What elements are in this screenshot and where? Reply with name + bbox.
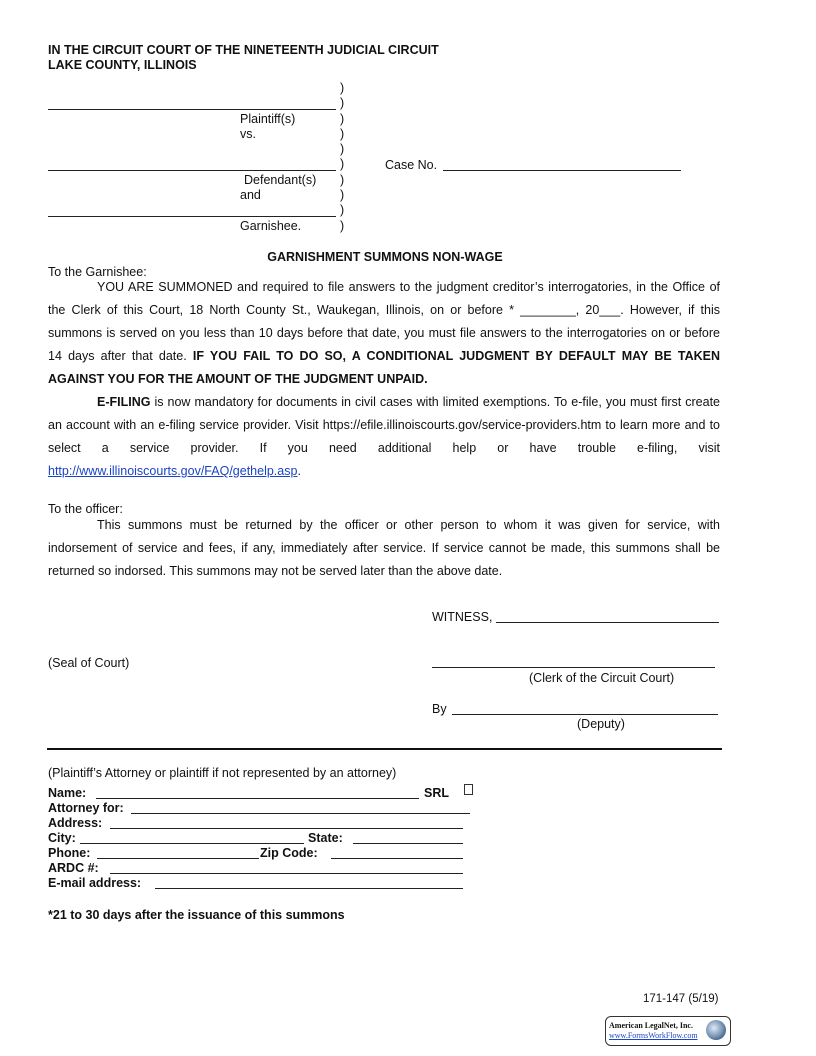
footnote: *21 to 30 days after the issuance of this summons [48,908,345,922]
paren: ) [340,142,345,157]
efiling-label: E-FILING [97,395,151,409]
attorney-for-input[interactable] [131,813,470,814]
section-divider [47,748,722,750]
deputy-line[interactable] [452,714,718,715]
phone-label: Phone: [48,846,91,860]
clerk-line[interactable] [432,667,715,668]
case-no-line[interactable] [443,170,681,171]
paren: ) [340,218,345,233]
ardc-label: ARDC #: [48,861,99,875]
default-warning: IF YOU FAIL TO DO SO, A CONDITIONAL JUDGMENT BY DEFAULT MAY BE TAKEN AGAINST YOU FOR THE AMOUNT OF THE JUDGMENT UNPAID. [48,349,720,386]
paren: ) [340,126,345,141]
summons-text: YOU ARE SUMMONED and required to file answers to the judgment creditor’s interrogatories, in the Office of the Clerk of this Court, 18 North County St., Waukegan, Illinois, on or before * ________, 20___. However, if this summons is served on you less than 10 days before that date, you must file answers to the interrogatories on or before 14 days after that date. [48,280,720,363]
by-label: By [432,702,447,716]
paren: ) [340,157,345,172]
and-label: and [240,188,261,202]
name-label: Name: [48,786,87,800]
officer-salutation: To the officer: [48,502,123,516]
logo-name: American LegalNet, Inc. [609,1021,693,1030]
ardc-input[interactable] [110,873,463,874]
deputy-label: (Deputy) [577,717,625,731]
logo-url: www.FormsWorkFlow.com [609,1031,698,1040]
address-input[interactable] [110,828,463,829]
witness-label: WITNESS, [432,610,493,624]
garnishee-salutation: To the Garnishee: [48,265,147,279]
name-field [48,786,86,801]
efiling-text: is now mandatory for documents in civil cases with limited exemptions. To e-file, you must first create an account with an e-filing service provider. Visit https://efile.illinoiscourts.gov/service-providers.htm to learn more and to select a service provider. If you need additional help or have trouble e-filing, visit [48,395,720,455]
state-input[interactable] [353,843,463,844]
period: . [297,464,301,478]
defendant-line[interactable] [48,170,336,171]
address-label: Address: [48,816,103,830]
globe-icon [706,1020,726,1040]
phone-input[interactable] [97,858,259,859]
clerk-label: (Clerk of the Circuit Court) [529,671,675,685]
email-input[interactable] [155,888,463,889]
officer-paragraph: This summons must be returned by the officer or other person to whom it was given for service, with indorsement of service and fees, if any, immediately after service. If service cannot be made, this summons shall be returned so indorsed. This summons may not be served later than the above date. [48,518,720,578]
attorney-for-label: Attorney for: [48,801,124,815]
srl-label: SRL [424,786,449,800]
help-link[interactable]: http://www.illinoiscourts.gov/FAQ/gethelp.asp [48,464,298,478]
paren: ) [340,172,345,187]
paren: ) [340,188,345,203]
case-no-label: Case No. [385,158,438,172]
efiling-paragraph [48,391,720,483]
county-name: LAKE COUNTY, ILLINOIS [48,58,197,72]
city-input[interactable] [80,843,304,844]
seal-label: (Seal of Court) [48,656,130,670]
paren-column [340,81,344,234]
witness-line[interactable] [496,622,719,623]
american-legalnet-logo[interactable] [605,1016,731,1046]
paren: ) [340,96,345,111]
state-label: State: [308,831,343,845]
garnishee-line[interactable] [48,216,336,217]
name-input[interactable] [96,798,419,799]
paren: ) [340,111,345,126]
zip-label: Zip Code: [260,846,318,860]
plaintiff-line[interactable] [48,109,336,110]
attorney-intro: (Plaintiff’s Attorney or plaintiff if not represented by an attorney) [48,766,397,780]
zip-input[interactable] [331,858,463,859]
email-label: E-mail address: [48,876,142,890]
garnishee-label: Garnishee. [240,219,302,233]
form-number: 171-147 (5/19) [643,993,719,1005]
srl-checkbox[interactable] [464,784,473,795]
city-label: City: [48,831,76,845]
document-title: GARNISHMENT SUMMONS NON-WAGE [267,250,503,264]
paren: ) [340,81,345,95]
vs-label: vs. [240,127,256,141]
court-name: IN THE CIRCUIT COURT OF THE NINETEENTH JUDICIAL CIRCUIT [48,43,439,57]
paren: ) [340,203,345,218]
defendant-label: Defendant(s) [244,173,317,187]
plaintiff-label: Plaintiff(s) [240,112,296,126]
summons-paragraph [48,276,720,391]
